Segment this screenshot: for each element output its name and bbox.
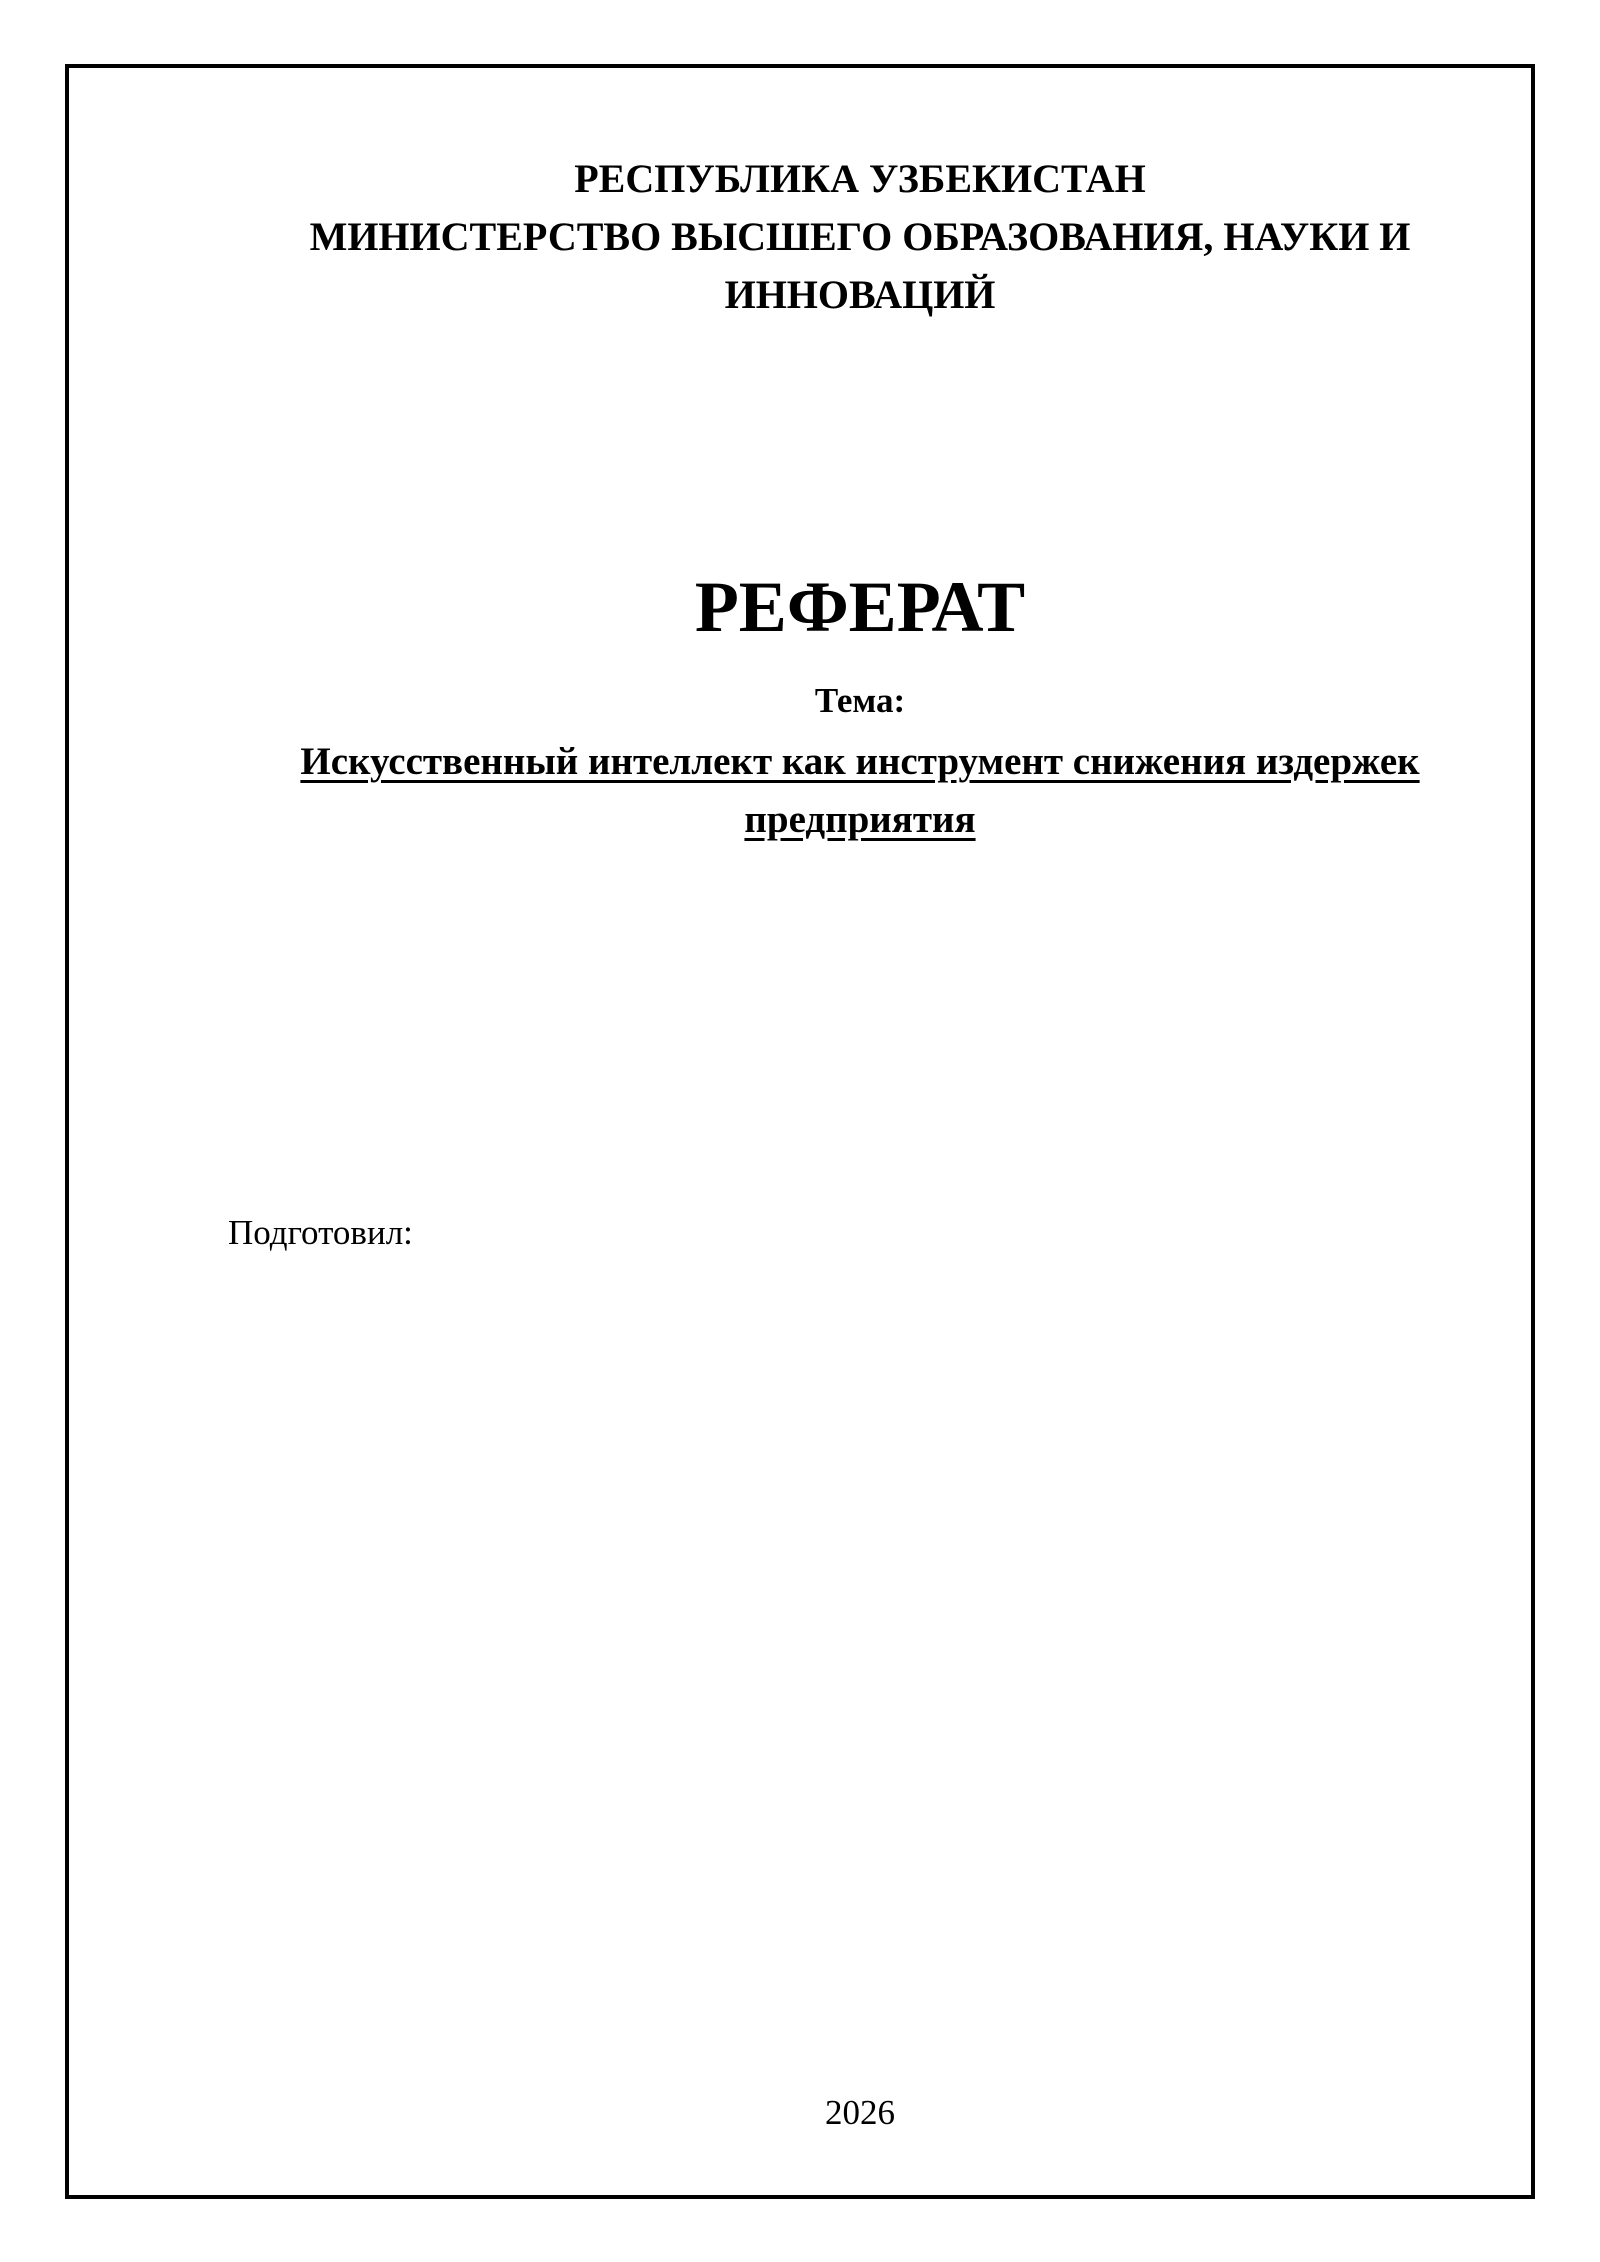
prepared-by-label: Подготовил: (228, 1213, 413, 1252)
ministry-name: МИНИСТЕРСТВО ВЫСШЕГО ОБРАЗОВАНИЯ, НАУКИ И ИННОВАЦИЙ (309, 214, 1411, 317)
topic-title: Искусственный интеллект как инструмент снижения издержек предприятия (300, 740, 1420, 841)
topic-label: Тема: (814, 681, 906, 720)
document-type-title: РЕФЕРАТ (694, 567, 1026, 647)
country-name: РЕСПУБЛИКА УЗБЕКИСТАН (574, 156, 1146, 201)
title-page-header (0, 150, 1600, 324)
page-border (65, 64, 1535, 2199)
document-year: 2026 (825, 2093, 895, 2132)
